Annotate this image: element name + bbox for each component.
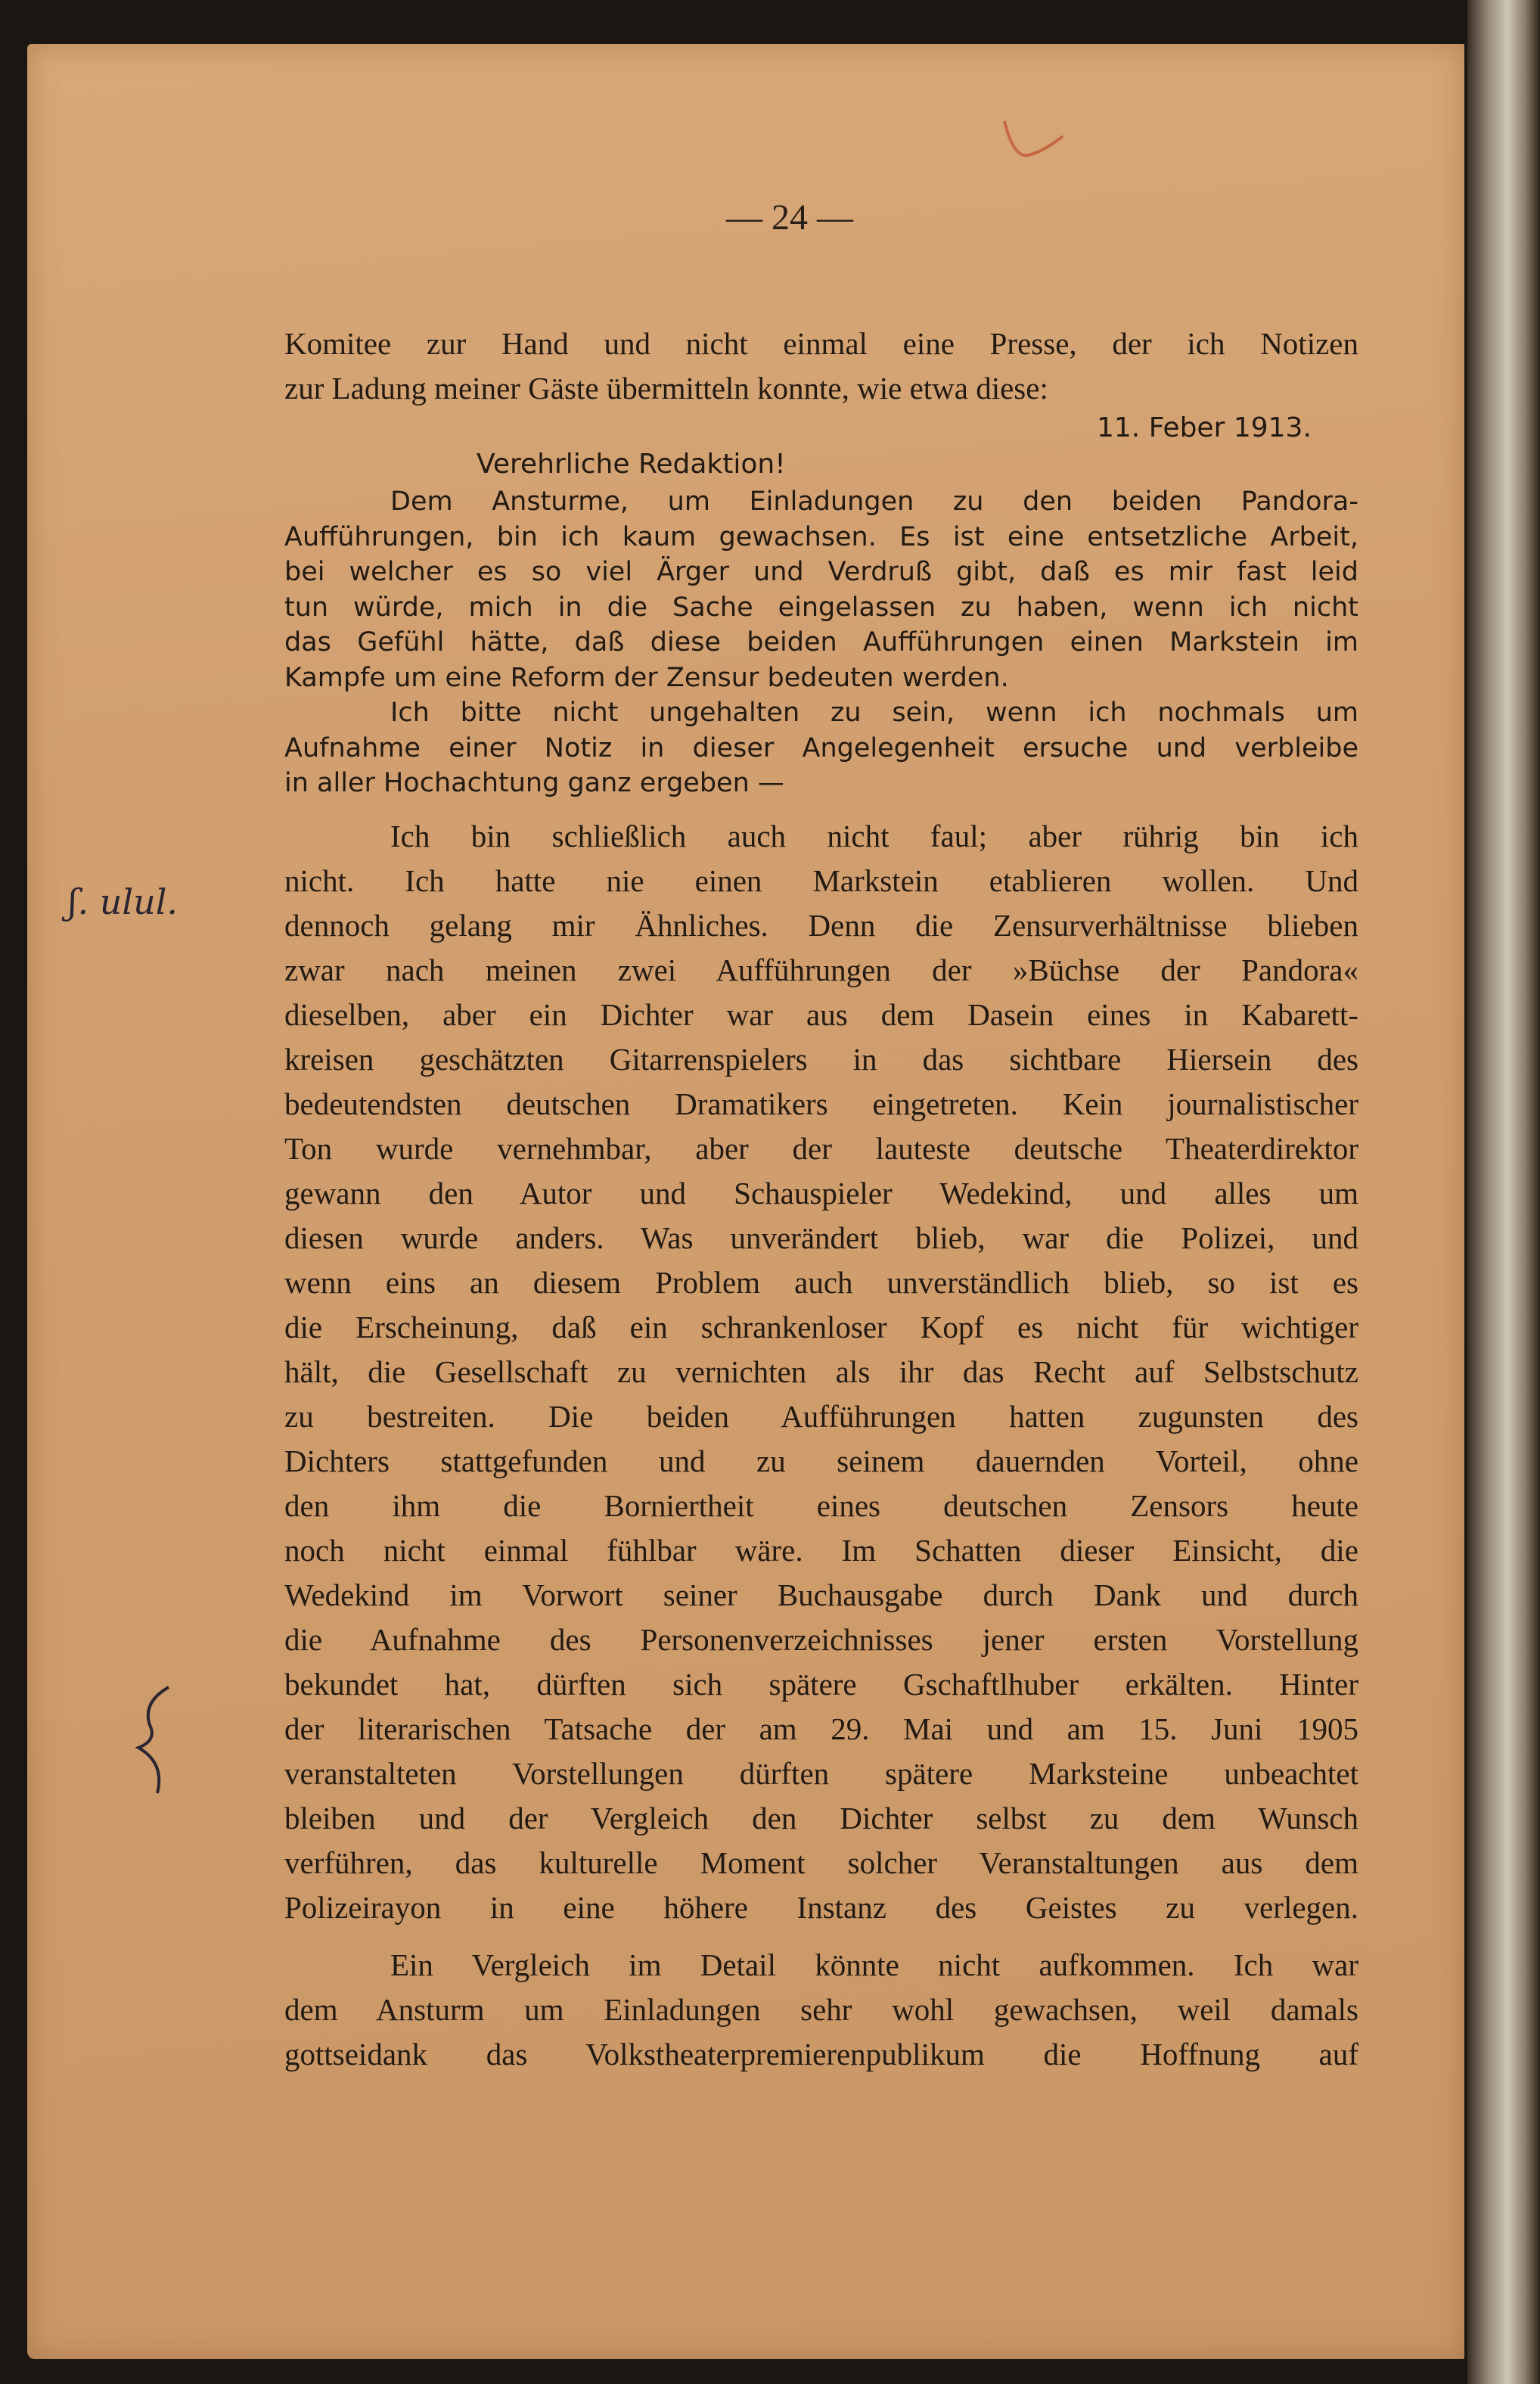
letter-salutation: Verehrliche Redaktion! (477, 449, 786, 480)
text-line: kreisen geschätzten Gitarrenspielers in das sichtbare Hiersein des (284, 1042, 1358, 1077)
text-line: gewann den Autor und Schauspieler Wedekind, und alles um (284, 1176, 1358, 1211)
handwritten-margin-note: ʃ. ulul. (68, 881, 179, 922)
text-line: dem Ansturm um Einladungen sehr wohl gewachsen, weil damals (284, 1992, 1358, 2027)
text-line: Komitee zur Hand und nicht einmal eine Presse, der ich Notizen (284, 326, 1358, 361)
handwritten-margin-mark (127, 1680, 188, 1801)
text-line: der literarischen Tatsache der am 29. Mai und am 15. Juni 1905 (284, 1711, 1358, 1746)
letter-line: Kampfe um eine Reform der Zensur bedeuten werden. (284, 662, 1009, 693)
text-line: wenn eins an diesem Problem auch unverständlich blieb, so ist es (284, 1265, 1358, 1300)
text-line: den ihm die Borniertheit eines deutschen Zensors heute (284, 1488, 1358, 1523)
text-line: zu bestreiten. Die beiden Aufführungen hatten zugunsten des (284, 1399, 1358, 1434)
text-line: Dichters stattgefunden und zu seinem dauernden Vorteil, ohne (284, 1444, 1358, 1478)
text-line: noch nicht einmal fühlbar wäre. Im Schatten dieser Einsicht, die (284, 1533, 1358, 1568)
text-line: dieselben, aber ein Dichter war aus dem Dasein eines in Kabarett- (284, 997, 1358, 1032)
text-line: gottseidank das Volkstheaterpremierenpublikum die Hoffnung auf (284, 2037, 1358, 2072)
letter-line: bei welcher es so viel Ärger und Verdruß gibt, daß es mir fast leid (284, 557, 1358, 587)
letter-date: 11. Feber 1913. (1097, 412, 1312, 443)
text-line: nicht. Ich hatte nie einen Markstein etablieren wollen. Und (284, 863, 1358, 898)
pencil-annotation-mark (998, 113, 1067, 166)
text-line: die Aufnahme des Personenverzeichnisses jener ersten Vorstellung (284, 1622, 1358, 1657)
text-line: hält, die Gesellschaft zu vernichten als ihr das Recht auf Selbstschutz (284, 1354, 1358, 1389)
text-line: zwar nach meinen zwei Aufführungen der »Büchse der Pandora« (284, 953, 1358, 987)
text-line: veranstalteten Vorstellungen dürften spätere Marksteine unbeachtet (284, 1756, 1358, 1791)
text-line: diesen wurde anders. Was unverändert blieb, war die Polizei, und (284, 1220, 1358, 1255)
letter-line: Ich bitte nicht ungehalten zu sein, wenn ich nochmals um (390, 698, 1358, 728)
main-paragraph (284, 814, 1358, 1930)
letter-line: tun würde, mich in die Sache eingelassen zu haben, wenn ich nicht (284, 592, 1358, 623)
text-line: dennoch gelang mir Ähnliches. Denn die Zensurverhältnisse blieben (284, 908, 1358, 943)
text-line: Wedekind im Vorwort seiner Buchausgabe durch Dank und durch (284, 1577, 1358, 1612)
text-line: bleiben und der Vergleich den Dichter selbst zu dem Wunsch (284, 1801, 1358, 1835)
text-line: Ton wurde vernehmbar, aber der lauteste deutsche Theaterdirektor (284, 1131, 1358, 1166)
letter-line: Aufführungen, bin ich kaum gewachsen. Es ist eine entsetzliche Arbeit, (284, 521, 1358, 552)
book-binding-edge (1467, 0, 1540, 2384)
text-line: bedeutendsten deutschen Dramatikers eingetreten. Kein journalistischer (284, 1086, 1358, 1121)
letter-line: Dem Ansturme, um Einladungen zu den beiden Pandora- (390, 486, 1358, 517)
letter-line: in aller Hochachtung ganz ergeben — (284, 768, 784, 798)
text-line: Ich bin schließlich auch nicht faul; aber rührig bin ich (390, 819, 1358, 853)
text-line: bekundet hat, dürften sich spätere Gschaftlhuber erkälten. Hinter (284, 1667, 1358, 1702)
text-line: zur Ladung meiner Gäste übermitteln konnte, wie etwa diese: (284, 371, 1048, 406)
opening-text (284, 322, 1358, 411)
second-paragraph (284, 1943, 1358, 2077)
text-line: Polizeirayon in eine höhere Instanz des Geistes zu verlegen. (284, 1890, 1358, 1925)
text-line: Ein Vergleich im Detail könnte nicht aufkommen. Ich war (390, 1947, 1358, 1982)
letter-line: das Gefühl hätte, daß diese beiden Aufführungen einen Markstein im (284, 627, 1358, 657)
text-line: verführen, das kulturelle Moment solcher Veranstaltungen aus dem (284, 1845, 1358, 1880)
text-line: die Erscheinung, daß ein schrankenloser Kopf es nicht für wichtiger (284, 1310, 1358, 1344)
quoted-letter (284, 484, 1358, 801)
letter-line: Aufnahme einer Notiz in dieser Angelegenheit ersuche und verbleibe (284, 732, 1358, 763)
page-number: — 24 — (726, 197, 853, 238)
